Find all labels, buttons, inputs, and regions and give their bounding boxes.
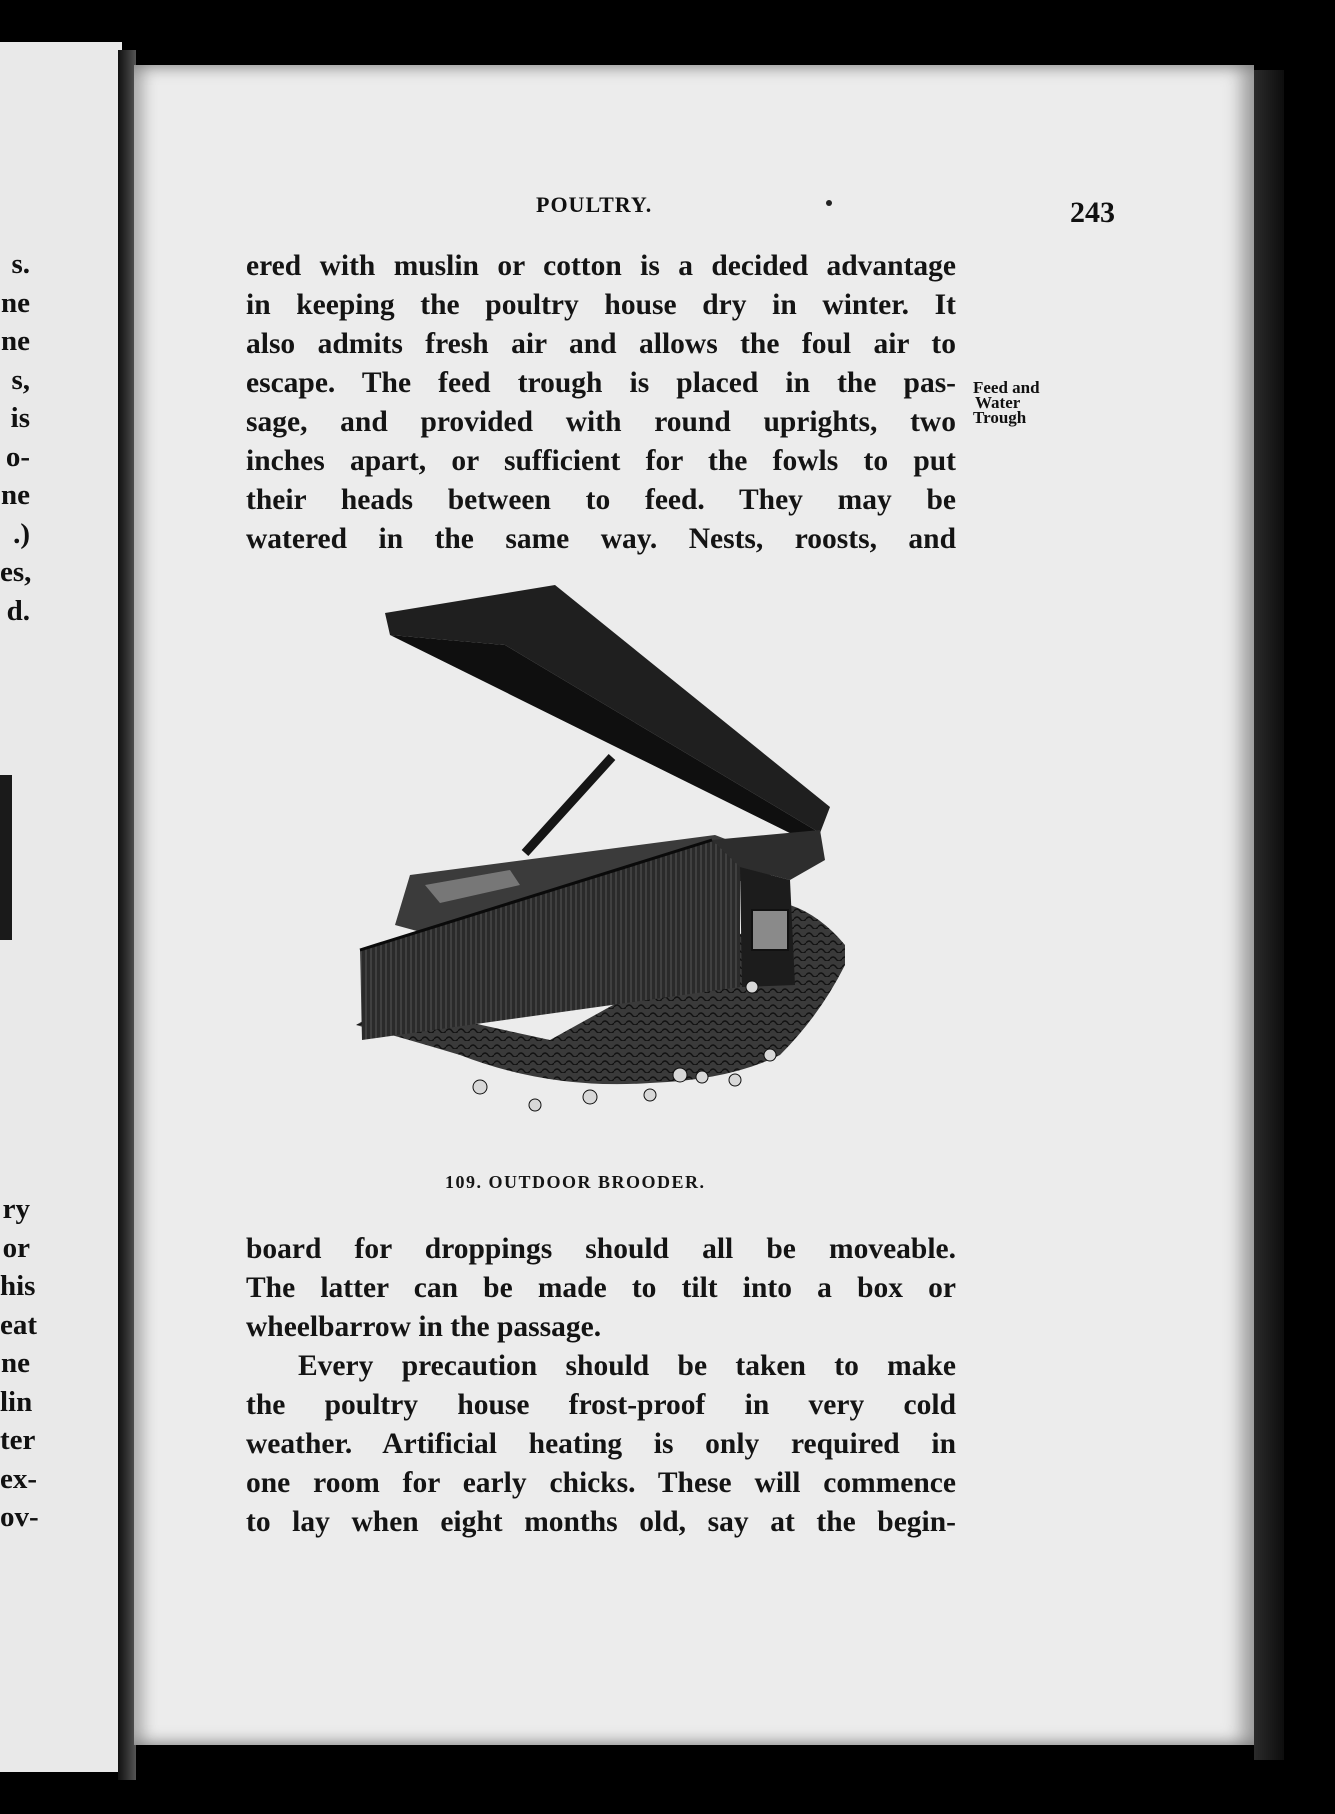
fragment-line: ne	[1, 286, 30, 319]
paragraph-1	[246, 247, 956, 559]
page-number: 243	[1070, 196, 1115, 229]
text-line: the poultry house frost-proof in very cold	[246, 1389, 956, 1421]
fragment-line: ne	[1, 1347, 30, 1379]
text-line: Every precaution should be taken to make	[298, 1350, 956, 1382]
fragment-line: ne	[1, 325, 30, 357]
text-line: board for droppings should all be moveable.	[246, 1233, 956, 1265]
fragment-line: or	[2, 1231, 30, 1264]
page-edge-shadow	[1254, 70, 1284, 1760]
fragment-line: is	[10, 402, 30, 434]
text-line: one room for early chicks. These will commence	[246, 1467, 956, 1499]
text-line: The latter can be made to tilt into a box or	[246, 1272, 956, 1304]
ink-speck	[826, 200, 832, 206]
fragment-line: es,	[0, 556, 32, 588]
fragment-line: ex-	[0, 1462, 38, 1495]
text-line: ered with muslin or cotton is a decided advantage	[246, 250, 956, 282]
fragment-line: eat	[0, 1308, 38, 1341]
previous-page-illustration-edge	[0, 775, 12, 940]
text-line: weather. Artificial heating is only required in	[246, 1428, 956, 1460]
text-line: their heads between to feed. They may be	[246, 484, 956, 516]
previous-page-text-lower	[0, 1190, 39, 1537]
text-line: wheelbarrow in the passage.	[246, 1311, 602, 1343]
text-line: sage, and provided with round uprights, two	[246, 406, 956, 438]
fragment-line: s.	[11, 248, 30, 280]
text-line: escape. The feed trough is placed in the pas-	[246, 367, 956, 399]
text-line: also admits fresh air and allows the foul air to	[246, 328, 956, 360]
fragment-line: d.	[6, 594, 30, 627]
text-line: in keeping the poultry house dry in winter. It	[246, 289, 956, 321]
fragment-line: ry	[2, 1193, 30, 1225]
fragment-line: s,	[11, 363, 30, 396]
text-line: watered in the same way. Nests, roosts, and	[246, 523, 956, 555]
text-line: to lay when eight months old, say at the begin-	[246, 1506, 956, 1538]
margin-note-line: Water	[975, 393, 1021, 412]
text-line: inches apart, or sufficient for the fowls to put	[246, 445, 956, 477]
margin-note-line: Feed and	[973, 378, 1040, 397]
fragment-line: his	[0, 1270, 36, 1302]
outdoor-brooder-illustration	[350, 585, 850, 1130]
fragment-line: o-	[5, 440, 30, 473]
fragment-line: lin	[0, 1385, 33, 1418]
fragment-line: ov-	[0, 1501, 39, 1533]
margin-note	[973, 380, 1040, 425]
running-head: POULTRY.	[536, 192, 653, 217]
fragment-line: ter	[0, 1424, 36, 1456]
fragment-line: ne	[1, 479, 30, 511]
previous-page-text-upper	[0, 245, 30, 630]
lid-prop	[525, 757, 612, 853]
margin-note-line: Trough	[973, 408, 1027, 427]
figure-caption: 109. OUTDOOR BROODER.	[445, 1172, 706, 1192]
fragment-line: .)	[13, 517, 30, 550]
paragraph-2	[246, 1230, 956, 1542]
